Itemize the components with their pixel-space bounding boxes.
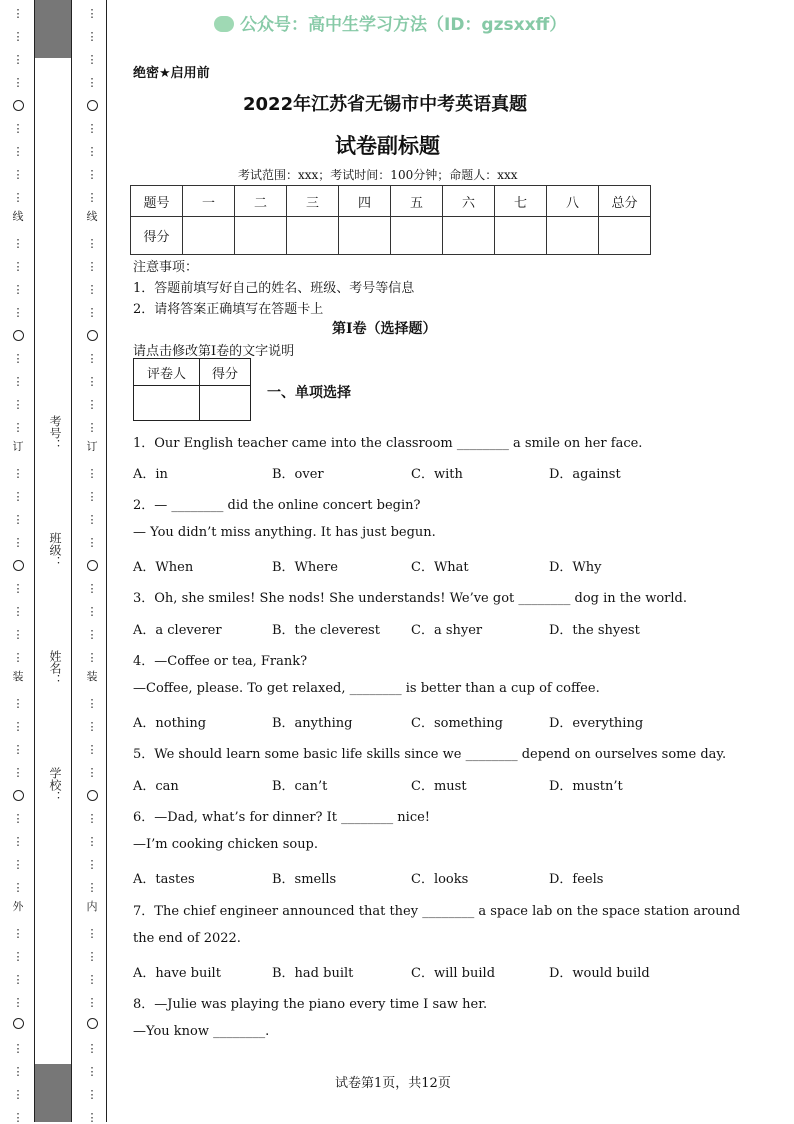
dot-mark: ⋮: [86, 812, 98, 825]
dot-mark: ⋮: [12, 490, 24, 503]
dot-mark: ⋮: [12, 30, 24, 43]
dot-mark: ⋮: [12, 605, 24, 618]
question-option[interactable]: D．everything: [549, 716, 644, 731]
binding-char-inner: 订: [86, 440, 98, 453]
binding-line: [34, 0, 35, 1122]
score-col-header: 总分: [599, 186, 651, 217]
question-option[interactable]: B．anything: [272, 716, 353, 731]
score-col-header: 一: [183, 186, 235, 217]
question-stem: —I’m cooking chicken soup.: [133, 837, 319, 852]
dot-mark: ⋮: [86, 7, 98, 20]
question-stem: 3．Oh, she smiles! She nods! She understands! We’ve got ________ dog in the world.: [133, 591, 687, 606]
score-cell[interactable]: [287, 217, 339, 255]
dot-mark: ⋮: [86, 145, 98, 158]
page-title: 2022年江苏省无锡市中考英语真题: [243, 94, 528, 115]
confidential-label: 绝密★启用前: [133, 66, 210, 81]
exam-info: 考试范围：xxx；考试时间：100分钟；命题人：xxx: [238, 168, 518, 182]
dot-mark: ⋮: [86, 306, 98, 319]
question-option[interactable]: A．in: [133, 467, 168, 482]
dot-mark: ⋮: [12, 467, 24, 480]
question-option[interactable]: B．Where: [272, 560, 338, 575]
score-cell[interactable]: [599, 217, 651, 255]
question-option[interactable]: D．mustn’t: [549, 779, 623, 794]
question-stem: — You didn’t miss anything. It has just begun.: [133, 525, 436, 540]
score-col-header: 六: [443, 186, 495, 217]
dot-mark: ⋮: [86, 720, 98, 733]
notes-item: 1．答题前填写好自己的姓名、班级、考号等信息: [133, 281, 415, 296]
question-stem: the end of 2022.: [133, 931, 241, 946]
dot-mark: ⋮: [86, 1042, 98, 1055]
question-stem: —You know ________.: [133, 1024, 270, 1039]
grader-cell[interactable]: [134, 386, 200, 421]
dot-mark: ⋮: [86, 835, 98, 848]
dot-mark: ⋮: [86, 582, 98, 595]
dot-mark: ⋮: [12, 743, 24, 756]
wechat-banner: [214, 10, 566, 35]
grader-header: 得分: [200, 359, 251, 386]
score-cell[interactable]: [547, 217, 599, 255]
dot-mark: ⋮: [86, 260, 98, 273]
dot-mark: ⋮: [86, 1088, 98, 1101]
dot-mark: ⋮: [86, 421, 98, 434]
binding-hole-circle: [87, 330, 98, 341]
field-name: 姓名：: [48, 650, 62, 686]
gray-block-bottom: [35, 1064, 71, 1122]
binding-char-outer: 订: [12, 440, 24, 453]
dot-mark: ⋮: [12, 352, 24, 365]
field-class: 班级：: [48, 532, 62, 568]
dot-mark: ⋮: [86, 858, 98, 871]
dot-mark: ⋮: [12, 513, 24, 526]
dot-mark: ⋮: [86, 168, 98, 181]
dot-mark: ⋮: [12, 237, 24, 250]
question-option[interactable]: C．something: [411, 716, 503, 731]
question-option[interactable]: D．feels: [549, 872, 604, 887]
dot-mark: ⋮: [12, 835, 24, 848]
grader-header: 评卷人: [134, 359, 200, 386]
dot-mark: ⋮: [12, 7, 24, 20]
binding-hole-circle: [13, 1018, 24, 1029]
question-option[interactable]: B．had built: [272, 966, 354, 981]
question-option[interactable]: A．tastes: [133, 872, 195, 887]
dot-mark: ⋮: [86, 950, 98, 963]
dot-mark: ⋮: [86, 237, 98, 250]
question-option[interactable]: C．will build: [411, 966, 496, 981]
dot-mark: ⋮: [12, 766, 24, 779]
binding-hole-circle: [87, 100, 98, 111]
dot-mark: ⋮: [86, 766, 98, 779]
dot-mark: ⋮: [12, 306, 24, 319]
question-option[interactable]: A．nothing: [133, 716, 207, 731]
dot-mark: ⋮: [12, 398, 24, 411]
binding-hole-circle: [13, 100, 24, 111]
wechat-icon: [214, 16, 234, 32]
question-option[interactable]: C．with: [411, 467, 463, 482]
question-stem: 1．Our English teacher came into the classroom ________ a smile on her face.: [133, 436, 643, 451]
score-col-header: 八: [547, 186, 599, 217]
score-col-header: 四: [339, 186, 391, 217]
part-title: 一、单项选择: [267, 385, 351, 401]
score-col-header: 七: [495, 186, 547, 217]
score-col-header: 五: [391, 186, 443, 217]
notes-item: 2．请将答案正确填写在答题卡上: [133, 302, 324, 317]
score-table: [130, 185, 651, 255]
dot-mark: ⋮: [86, 973, 98, 986]
dot-mark: ⋮: [86, 53, 98, 66]
dot-mark: ⋮: [12, 720, 24, 733]
dot-mark: ⋮: [86, 651, 98, 664]
binding-line: [106, 0, 107, 1122]
score-cell[interactable]: [235, 217, 287, 255]
dot-mark: ⋮: [12, 536, 24, 549]
dot-mark: ⋮: [86, 352, 98, 365]
question-stem: —Coffee, please. To get relaxed, ________ is better than a cup of coffee.: [133, 681, 600, 696]
dot-mark: ⋮: [86, 30, 98, 43]
grader-table: [133, 358, 251, 421]
question-option[interactable]: C．What: [411, 560, 469, 575]
score-col-header: 三: [287, 186, 339, 217]
dot-mark: ⋮: [86, 697, 98, 710]
dot-mark: ⋮: [86, 1111, 98, 1124]
dot-mark: ⋮: [86, 536, 98, 549]
question-option[interactable]: C．must: [411, 779, 467, 794]
question-stem: 4．—Coffee or tea, Frank?: [133, 654, 308, 669]
section-description[interactable]: 请点击修改第I卷的文字说明: [133, 344, 295, 359]
dot-mark: ⋮: [86, 1065, 98, 1078]
binding-char-inner: 内: [86, 900, 98, 913]
dot-mark: ⋮: [12, 1065, 24, 1078]
question-option[interactable]: A．can: [133, 779, 179, 794]
grader-cell[interactable]: [200, 386, 251, 421]
question-stem: 6．—Dad, what’s for dinner? It ________ nice!: [133, 810, 431, 825]
question-option[interactable]: B．the cleverest: [272, 623, 380, 638]
dot-mark: ⋮: [12, 1111, 24, 1124]
question-option[interactable]: B．can’t: [272, 779, 328, 794]
score-row-label: 得分: [131, 217, 183, 255]
binding-char-outer: 外: [12, 900, 24, 913]
field-school: 学校：: [48, 767, 62, 803]
dot-mark: ⋮: [12, 168, 24, 181]
section-title: 第I卷（选择题）: [332, 321, 437, 337]
dot-mark: ⋮: [12, 858, 24, 871]
question-option[interactable]: D．Why: [549, 560, 602, 575]
dot-mark: ⋮: [12, 260, 24, 273]
question-stem: 7．The chief engineer announced that they ________ a space lab on the space station around: [133, 904, 741, 919]
dot-mark: ⋮: [86, 375, 98, 388]
dotted-cut-line-inner: [85, 0, 99, 1122]
dot-mark: ⋮: [86, 743, 98, 756]
dot-mark: ⋮: [12, 996, 24, 1009]
binding-char-outer: 线: [12, 210, 24, 223]
binding-hole-circle: [87, 790, 98, 801]
dot-mark: ⋮: [12, 651, 24, 664]
dot-mark: ⋮: [12, 122, 24, 135]
dot-mark: ⋮: [86, 881, 98, 894]
dot-mark: ⋮: [12, 927, 24, 940]
dot-mark: ⋮: [86, 467, 98, 480]
score-cell[interactable]: [391, 217, 443, 255]
dot-mark: ⋮: [86, 927, 98, 940]
binding-char-inner: 装: [86, 670, 98, 683]
question-stem: 2．— ________ did the online concert begin?: [133, 498, 421, 513]
score-col-header: 二: [235, 186, 287, 217]
binding-hole-circle: [13, 330, 24, 341]
dot-mark: ⋮: [12, 812, 24, 825]
dot-mark: ⋮: [86, 398, 98, 411]
score-cell[interactable]: [339, 217, 391, 255]
dot-mark: ⋮: [12, 283, 24, 296]
binding-char-outer: 装: [12, 670, 24, 683]
dot-mark: ⋮: [86, 283, 98, 296]
question-option[interactable]: D．the shyest: [549, 623, 640, 638]
question-option[interactable]: A．a cleverer: [133, 623, 222, 638]
binding-hole-circle: [13, 790, 24, 801]
dot-mark: ⋮: [12, 191, 24, 204]
dot-mark: ⋮: [86, 490, 98, 503]
question-option[interactable]: A．When: [133, 560, 194, 575]
question-stem: 5．We should learn some basic life skills since we ________ depend on ourselves some day.: [133, 747, 727, 762]
question-option[interactable]: D．against: [549, 467, 621, 482]
dot-mark: ⋮: [12, 1088, 24, 1101]
question-option[interactable]: A．have built: [133, 966, 221, 981]
dot-mark: ⋮: [12, 628, 24, 641]
score-cell[interactable]: [443, 217, 495, 255]
score-cell[interactable]: [183, 217, 235, 255]
binding-hole-circle: [13, 560, 24, 571]
question-option[interactable]: C．a shyer: [411, 623, 483, 638]
dot-mark: ⋮: [86, 605, 98, 618]
binding-hole-circle: [87, 1018, 98, 1029]
page-footer: 试卷第1页，共12页: [335, 1076, 451, 1091]
question-option[interactable]: B．over: [272, 467, 324, 482]
question-option[interactable]: C．looks: [411, 872, 469, 887]
dot-mark: ⋮: [86, 76, 98, 89]
dot-mark: ⋮: [12, 421, 24, 434]
gray-block-top: [35, 0, 71, 58]
dot-mark: ⋮: [86, 191, 98, 204]
dot-mark: ⋮: [12, 1042, 24, 1055]
dot-mark: ⋮: [86, 628, 98, 641]
banner-text: 公众号：高中生学习方法（ID：gzsxxff）: [240, 15, 567, 35]
dot-mark: ⋮: [12, 76, 24, 89]
question-option[interactable]: D．would build: [549, 966, 650, 981]
dot-mark: ⋮: [86, 513, 98, 526]
dotted-cut-line-outer: [11, 0, 25, 1122]
dot-mark: ⋮: [86, 122, 98, 135]
dot-mark: ⋮: [12, 375, 24, 388]
binding-char-inner: 线: [86, 210, 98, 223]
score-row-label: 题号: [131, 186, 183, 217]
binding-line: [71, 0, 72, 1122]
notes-heading: 注意事项：: [133, 260, 199, 275]
dot-mark: ⋮: [12, 973, 24, 986]
dot-mark: ⋮: [86, 996, 98, 1009]
dot-mark: ⋮: [12, 950, 24, 963]
binding-hole-circle: [87, 560, 98, 571]
score-cell[interactable]: [495, 217, 547, 255]
question-option[interactable]: B．smells: [272, 872, 337, 887]
field-exam-number: 考号：: [48, 415, 62, 451]
page-subtitle: 试卷副标题: [335, 134, 440, 158]
dot-mark: ⋮: [12, 697, 24, 710]
dot-mark: ⋮: [12, 582, 24, 595]
dot-mark: ⋮: [12, 53, 24, 66]
dot-mark: ⋮: [12, 145, 24, 158]
question-stem: 8．—Julie was playing the piano every time I saw her.: [133, 997, 488, 1012]
dot-mark: ⋮: [12, 881, 24, 894]
